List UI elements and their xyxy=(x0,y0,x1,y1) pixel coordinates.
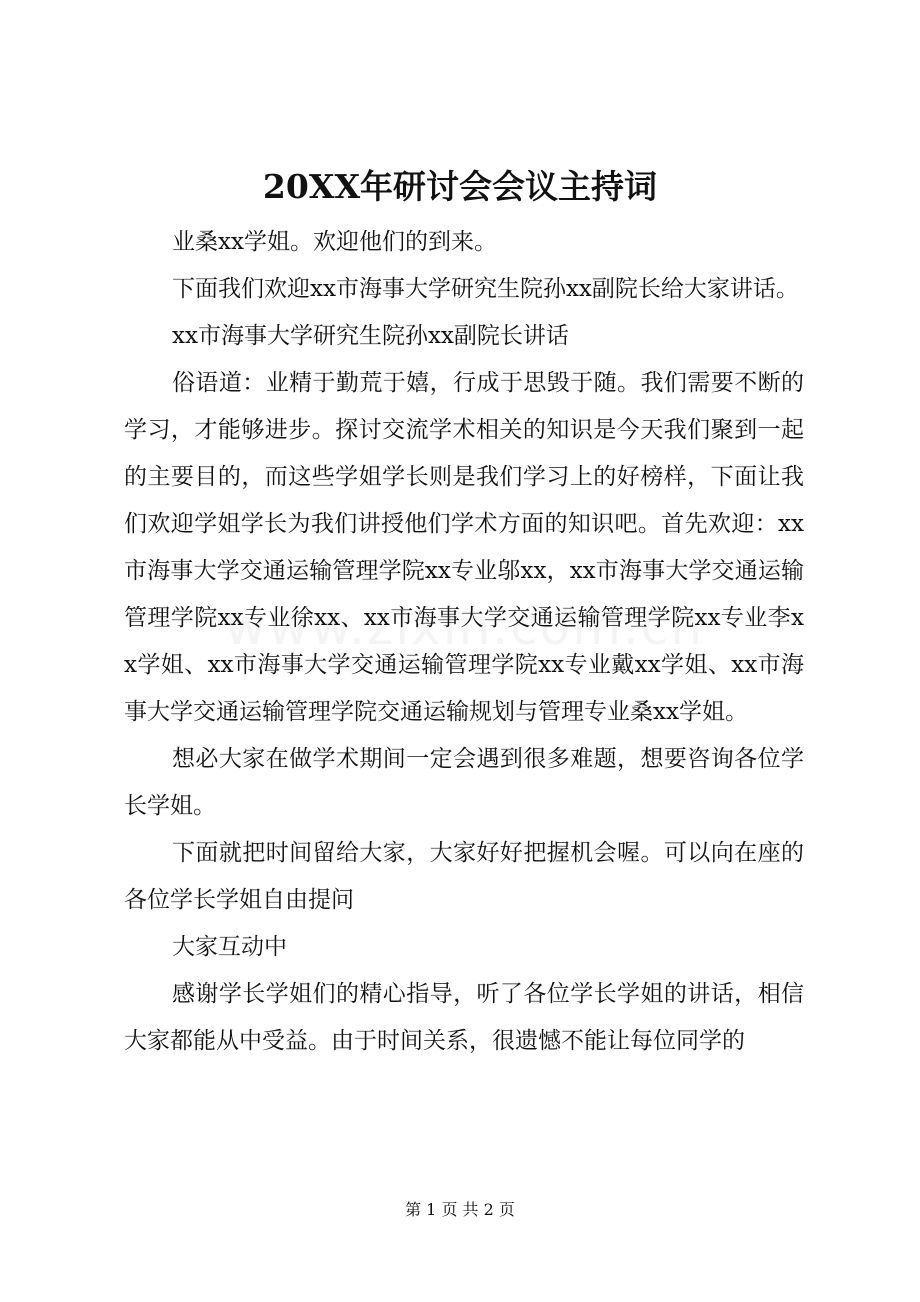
document-title: 20XX年研讨会会议主持词 xyxy=(262,167,658,206)
page-footer: 第 1 页 共 2 页 xyxy=(405,1200,515,1219)
paragraph: 下面就把时间留给大家，大家好好把握机会喔。可以向在座的各位学长学姐自由提问 xyxy=(124,840,804,913)
paragraph: 俗语道：业精于勤荒于嬉，行成于思毁于随。我们需要不断的学习，才能够进步。探讨交流学术相关的知识是今天我们聚到一起的主要目的，而这些学姐学长则是我们学习上的好榜样，下面让我们欢迎学姐学长为我们讲授他们学术方面的知识吧。首先欢迎：xx市海事大学交通运输管理学院xx专业邬xx，xx市海事大学交通运输管理学院xx专业徐xx、xx市海事大学交通运输管理学院xx专业李xx学姐、xx市海事大学交通运输管理学院xx专业戴xx学姐、xx市海事大学交通运输管理学院交通运输规划与管理专业桑xx学姐。 xyxy=(124,370,804,725)
paragraph: xx市海事大学研究生院孙xx副院长讲话 xyxy=(172,323,569,349)
paragraph: 下面我们欢迎xx市海事大学研究生院孙xx副院长给大家讲话。 xyxy=(172,276,799,302)
document-body xyxy=(124,219,804,1065)
paragraph: 业桑xx学姐。欢迎他们的到来。 xyxy=(172,229,497,255)
paragraph: 大家互动中 xyxy=(172,934,287,960)
paragraph: 想必大家在做学术期间一定会遇到很多难题，想要咨询各位学长学姐。 xyxy=(124,746,804,819)
paragraph: 感谢学长学姐们的精心指导，听了各位学长学姐的讲话，相信大家都能从中受益。由于时间关系，很遗憾不能让每位同学的 xyxy=(124,981,804,1054)
